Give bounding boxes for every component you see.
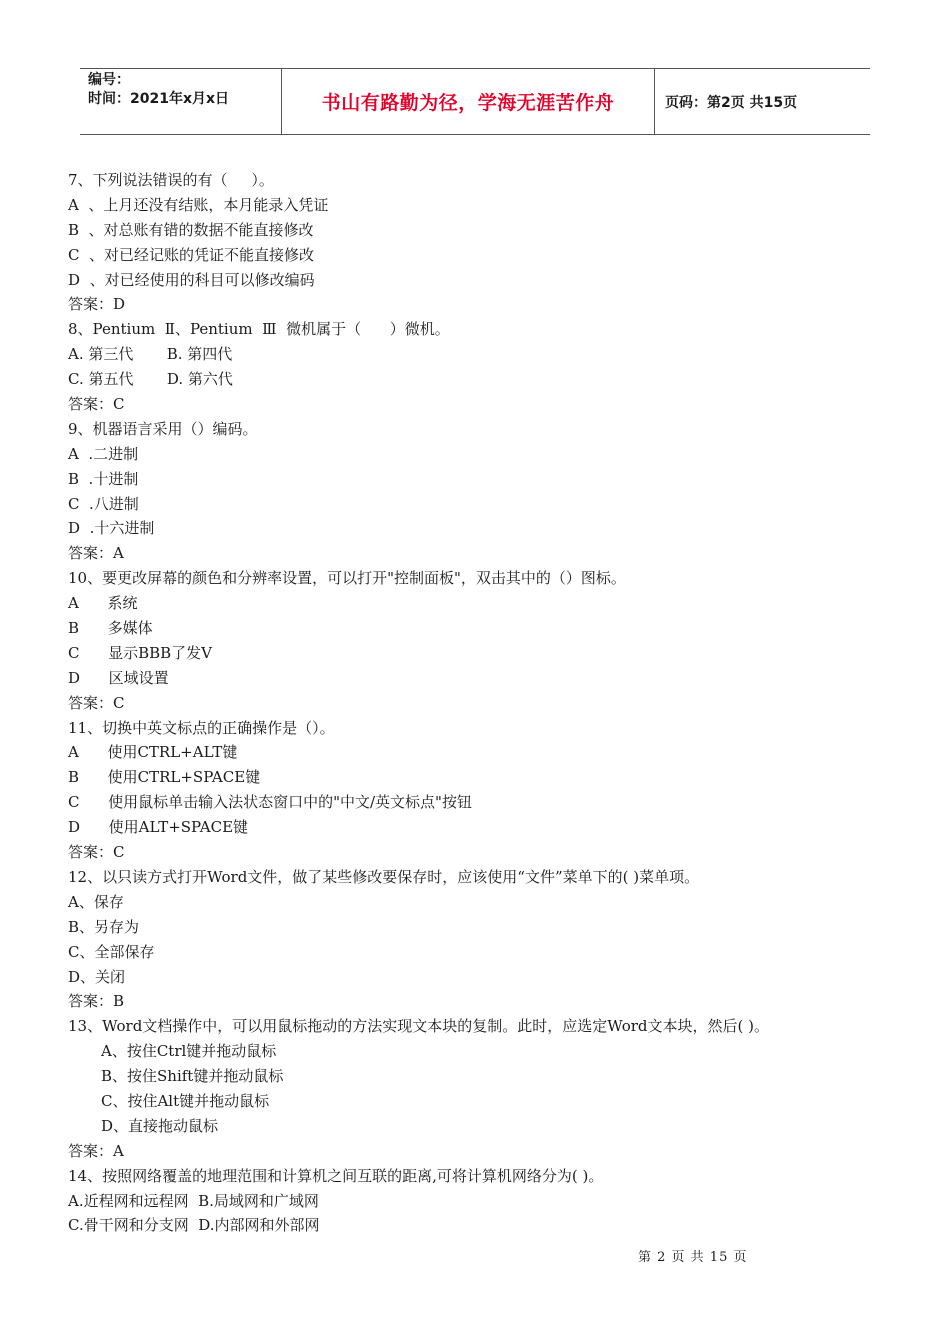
option-line: B、按住Shift键并拖动鼠标 xyxy=(101,1067,284,1086)
option-line: A、按住Ctrl键并拖动鼠标 xyxy=(101,1042,277,1061)
option-line: A 系统 xyxy=(68,594,138,613)
question-9: 9、机器语言采用（）编码。 xyxy=(68,419,258,438)
question-10: 10、要更改屏幕的颜色和分辨率设置，可以打开"控制面板"，双击其中的（）图标。 xyxy=(68,569,626,588)
answer-line: 答案：B xyxy=(68,992,125,1011)
question-13: 13、Word文档操作中，可以用鼠标拖动的方法实现文本块的复制。此时，应选定Word文本块，然后( )。 xyxy=(68,1017,769,1036)
option-line: C .八进制 xyxy=(68,494,139,513)
option-line: A、保存 xyxy=(68,892,124,911)
answer-line: 答案：A xyxy=(68,1141,124,1160)
option-line: A 使用CTRL+ALT键 xyxy=(68,743,238,762)
option-line: D .十六进制 xyxy=(68,519,155,538)
option-line: D、直接拖动鼠标 xyxy=(101,1116,219,1135)
option-line: D 使用ALT+SPACE键 xyxy=(68,818,249,837)
option-line: C 使用鼠标单击输入法状态窗口中的"中文/英文标点"按钮 xyxy=(68,793,472,812)
question-14: 14、按照网络覆盖的地理范围和计算机之间互联的距离,可将计算机网络分为( )。 xyxy=(68,1166,604,1185)
question-7: 7、下列说法错误的有（ ）。 xyxy=(68,171,274,189)
option-line: D 、对已经使用的科目可以修改编码 xyxy=(68,270,315,289)
option-line: B 多媒体 xyxy=(68,619,153,638)
option-line: B .十进制 xyxy=(68,469,139,488)
answer-line: 答案：D xyxy=(68,295,126,314)
option-line: C.骨干网和分支网 D.内部网和外部网 xyxy=(68,1216,320,1235)
option-line: C 、对已经记账的凭证不能直接修改 xyxy=(68,245,315,264)
option-line: A.近程网和远程网 B.局域网和广域网 xyxy=(68,1191,319,1210)
option-line: C. 第五代 D. 第六代 xyxy=(68,370,233,389)
document-body xyxy=(68,168,888,1238)
header-motto: 书山有路勤为径，学海无涯苦作舟 xyxy=(282,69,655,134)
header-number: 编号： xyxy=(88,72,130,88)
option-line: C、全部保存 xyxy=(68,942,155,961)
option-line: A .二进制 xyxy=(68,444,139,463)
option-line: C 显示BBB了发V xyxy=(68,643,212,662)
option-line: A. 第三代 B. 第四代 xyxy=(68,345,233,364)
option-line: D、关闭 xyxy=(68,967,126,986)
header-page-number: 页码：第2页 共15页 xyxy=(665,94,798,111)
page-header xyxy=(80,68,870,135)
answer-line: 答案：C xyxy=(68,395,125,414)
question-8: 8、Pentium Ⅱ、Pentium Ⅲ 微机属于（ ）微机。 xyxy=(68,320,450,339)
header-time: 时间：2021年x月x日 xyxy=(88,91,230,107)
answer-line: 答案：C xyxy=(68,693,125,712)
option-line: B 、对总账有错的数据不能直接修改 xyxy=(68,220,314,239)
option-line: B 使用CTRL+SPACE键 xyxy=(68,768,261,787)
option-line: A 、上月还没有结账，本月能录入凭证 xyxy=(68,195,329,214)
option-line: B、另存为 xyxy=(68,917,140,936)
header-meta xyxy=(80,69,282,134)
option-line: C、按住Alt键并拖动鼠标 xyxy=(101,1091,270,1110)
answer-line: 答案：A xyxy=(68,544,124,563)
page-footer: 第 2 页 共 15 页 xyxy=(638,1250,748,1265)
option-line: D 区域设置 xyxy=(68,668,169,687)
question-11: 11、切换中英文标点的正确操作是（）。 xyxy=(68,718,335,737)
question-12: 12、以只读方式打开Word文件，做了某些修改要保存时，应该使用“文件”菜单下的( )菜单项。 xyxy=(68,867,700,886)
answer-line: 答案：C xyxy=(68,843,125,862)
